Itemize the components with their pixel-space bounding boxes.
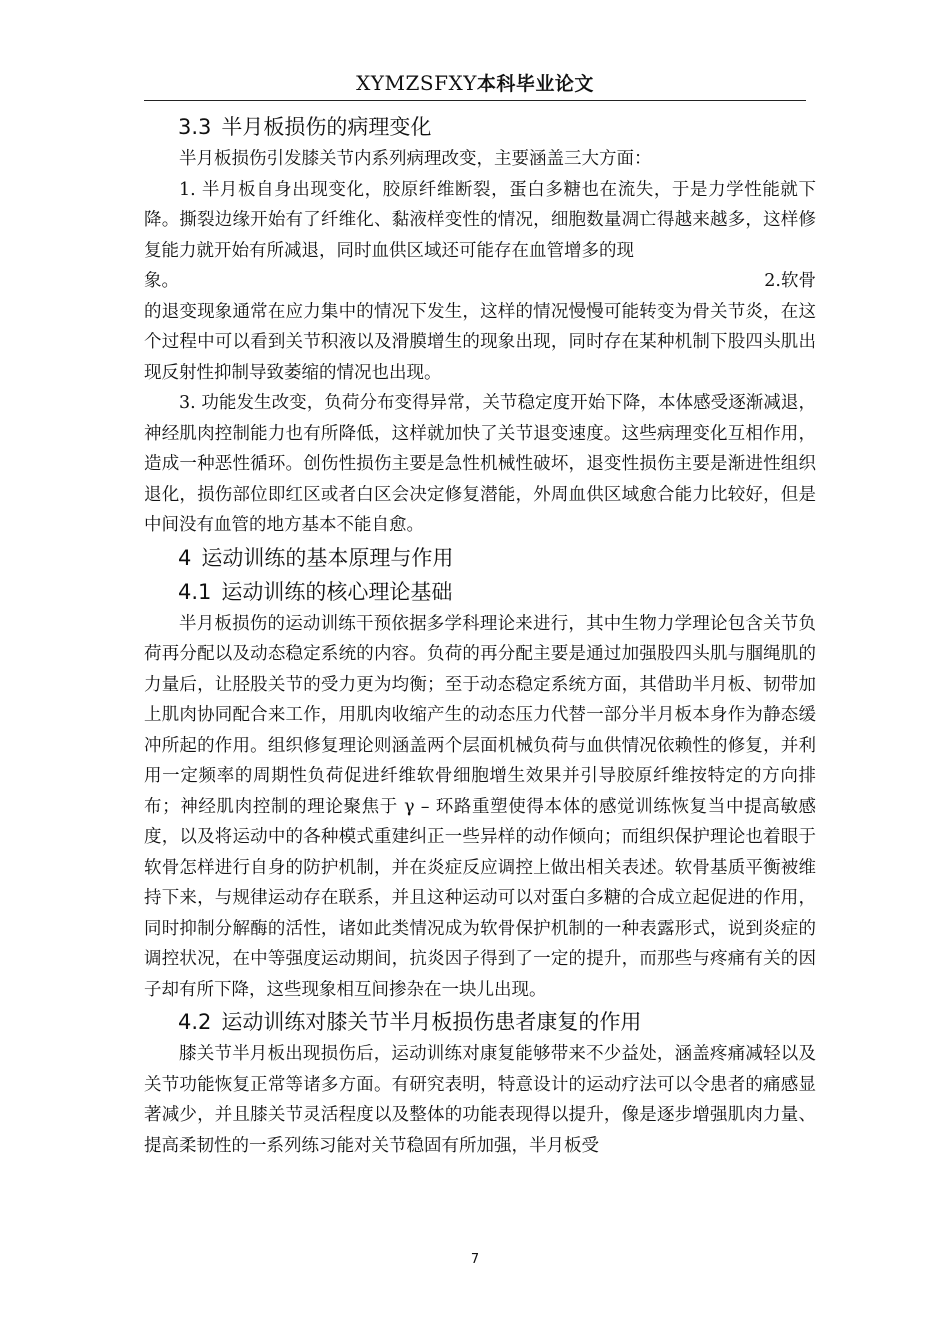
paragraph-fragment: 象。 <box>144 271 179 291</box>
running-header <box>144 70 806 97</box>
paragraph-fragment: 2.软骨 <box>764 271 816 291</box>
heading-number: 4 <box>178 545 192 570</box>
section-heading-4-1 <box>144 575 816 609</box>
paragraph: 的退变现象通常在应力集中的情况下发生，这样的情况慢慢可能转变为骨关节炎，在这个过程中可以看到关节积液以及滑膜增生的现象出现，同时存在某种机制下股四头肌出现反射性抑制导致萎缩的情况也出现。 <box>144 301 816 383</box>
heading-text: 运动训练的基本原理与作用 <box>201 545 454 570</box>
paragraph: 半月板损伤引发膝关节内系列病理改变，主要涵盖三大方面： <box>179 149 652 169</box>
page-body <box>144 110 816 1161</box>
paragraph: 半月板损伤的运动训练干预依据多学科理论来进行，其中生物力学理论包含关节负荷再分配以及动态稳定系统的内容。负荷的再分配主要是通过加强股四头肌与腘绳肌的力量后，让胫股关节的受力更为均衡；至于动态稳定系统方面，其借助半月板、韧带加上肌肉协同配合来工作，用肌肉收缩产生的动态压力代替一部分半月板本身作为静态缓冲所起的作用。组织修复理论则涵盖两个层面机械负荷与血供情况依赖性的修复，并利用一定频率的周期性负荷促进纤维软骨细胞增生效果并引导胶原纤维按特定的方向排布；神经肌肉控制的理论聚焦于 γ – 环路重塑使得本体的感觉训练恢复当中提高敏感度，以及将运动中的各种模式重建纠正一些异样的动作倾向；而组织保护理论也着眼于软骨怎样进行自身的防护机制，并在炎症反应调控上做出相关表述。软骨基质平衡被维持下来，与规律运动存在联系，并且这种运动可以对蛋白多糖的合成立起促进的作用，同时抑制分解酶的活性，诸如此类情况成为软骨保护机制的一种表露形式，说到炎症的调控状况，在中等强度运动期间，抗炎因子得到了一定的提升，而那些与疼痛有关的因子却有所下降，这些现象相互间掺杂在一块儿出现。 <box>144 613 816 1000</box>
header-rule <box>144 100 806 101</box>
heading-number: 3.3 <box>178 115 212 139</box>
paragraph: 膝关节半月板出现损伤后，运动训练对康复能够带来不少益处，涵盖疼痛减轻以及关节功能恢复正常等诸多方面。有研究表明，特意设计的运动疗法可以令患者的痛感显著减少，并且膝关节灵活程度以及整体的功能表现得以提升，像是逐步增强肌肉力量、提高柔韧性的一系列练习能对关节稳固有所加强，半月板受 <box>144 1044 816 1156</box>
heading-number: 4.2 <box>178 1010 212 1034</box>
section-heading-3-3 <box>144 110 816 144</box>
heading-text: 半月板损伤的病理变化 <box>221 115 432 139</box>
section-heading-4 <box>144 541 816 575</box>
section-heading-4-2 <box>144 1005 816 1039</box>
heading-number: 4.1 <box>178 579 212 604</box>
heading-text: 运动训练对膝关节半月板损伤患者康复的作用 <box>221 1010 642 1034</box>
paragraph: 1. 半月板自身出现变化，胶原纤维断裂，蛋白多糖也在流失，于是力学性能就下降。撕裂边缘开始有了纤维化、黏液样变性的情况，细胞数量凋亡得越来越多，这样修复能力就开始有所减退，同时血供区域还可能存在血管增多的现 <box>144 179 816 261</box>
header-prefix: XYMZSFXY <box>356 71 477 95</box>
paragraph: 3. 功能发生改变，负荷分布变得异常，关节稳定度开始下降，本体感受逐渐减退，神经肌肉控制能力也有所降低，这样就加快了关节退变速度。这些病理变化互相作用，造成一种恶性循环。创伤性损伤主要是急性机械性破坏，退变性损伤主要是渐进性组织退化，损伤部位即红区或者白区会决定修复潜能，外周血供区域愈合能力比较好，但是中间没有血管的地方基本不能自愈。 <box>144 393 816 535</box>
paragraph-split-line <box>144 266 816 297</box>
page-number: 7 <box>470 1252 480 1267</box>
heading-text: 运动训练的核心理论基础 <box>221 579 453 604</box>
header-title: 本科毕业论文 <box>476 73 594 95</box>
